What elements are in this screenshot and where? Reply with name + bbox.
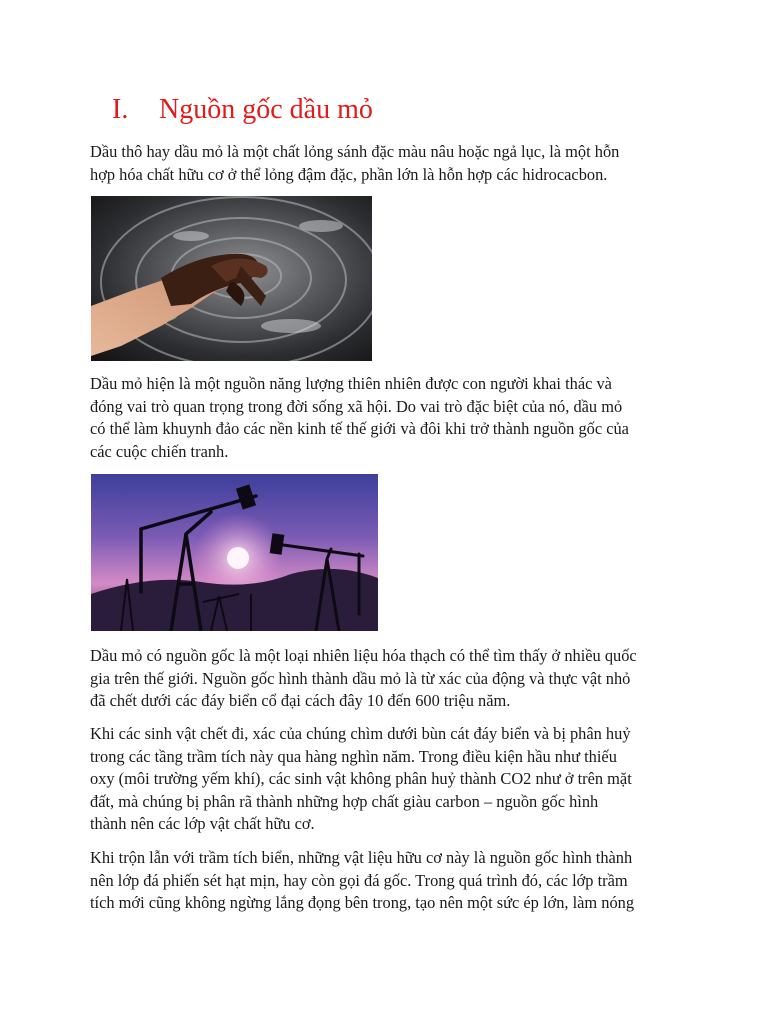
text-line: nên lớp đá phiến sét hạt mịn, hay còn gọi đá gốc. Trong quá trình đó, các lớp trầm [90, 870, 628, 890]
oil-pumpjacks-sunset-photo-icon [91, 474, 378, 631]
text-line: đất, mà chúng bị phân rã thành những hợp chất giàu carbon – nguồn gốc hình [90, 791, 599, 811]
pumpjacks-photo [91, 474, 378, 631]
text-line: oxy (môi trường yếm khí), các sinh vật không phân huỷ thành CO2 như ở trên mặt [90, 769, 632, 788]
text-line: Dầu mỏ hiện là một nguồn năng lượng thiên nhiên được con người khai thác và [90, 374, 612, 393]
text-line: Khi trộn lẫn với trầm tích biển, những vật liệu hữu cơ này là nguồn gốc hình thành [90, 848, 633, 867]
section-heading [112, 94, 373, 126]
text-line: tích mới cũng không ngừng lắng đọng bên trong, tạo nên một sức ép lớn, làm nóng [90, 893, 635, 912]
text-line: Khi các sinh vật chết đi, xác của chúng chìm dưới bùn cát đáy biển và bị phân huỷ [90, 724, 631, 743]
section-number: I. [112, 94, 129, 125]
text-line: có thể làm khuynh đảo các nền kinh tế thế giới và đôi khi trở thành nguồn gốc của [90, 419, 629, 438]
text-line: trong các tầng trầm tích này qua hàng nghìn năm. Trong điều kiện hầu như thiếu [90, 746, 617, 766]
text-line: các cuộc chiến tranh. [90, 441, 229, 461]
paragraph-intro [90, 141, 690, 186]
text-line: đã chết dưới các đáy biển cổ đại cách đây 10 đến 600 triệu năm. [90, 691, 511, 710]
text-line: gia trên thế giới. Nguồn gốc hình thành dầu mỏ là từ xác của động và thực vật nhỏ [90, 668, 631, 688]
text-line: Dầu thô hay dầu mỏ là một chất lỏng sánh đặc màu nâu hoặc ngả lục, là một hỗn [90, 142, 620, 161]
text-line: thành nên các lớp vật chất hữu cơ. [90, 814, 315, 833]
paragraph-origin [90, 645, 690, 713]
paragraph-energy [90, 373, 690, 463]
text-line: Dầu mỏ có nguồn gốc là một loại nhiên liệu hóa thạch có thể tìm thấy ở nhiều quốc [90, 646, 637, 665]
text-line: hợp hóa chất hữu cơ ở thể lỏng đậm đặc, phần lớn là hỗn hợp các hidrocacbon. [90, 164, 608, 184]
hand-in-crude-oil-photo-icon [91, 196, 372, 361]
section-title: Nguồn gốc dầu mỏ [159, 94, 373, 125]
paragraph-sediment [90, 847, 690, 915]
oil-hand-photo [91, 196, 372, 361]
paragraph-decomposition [90, 723, 690, 836]
text-line: đóng vai trò quan trọng trong đời sống xã hội. Do vai trò đặc biệt của nó, dầu mỏ [90, 396, 623, 416]
